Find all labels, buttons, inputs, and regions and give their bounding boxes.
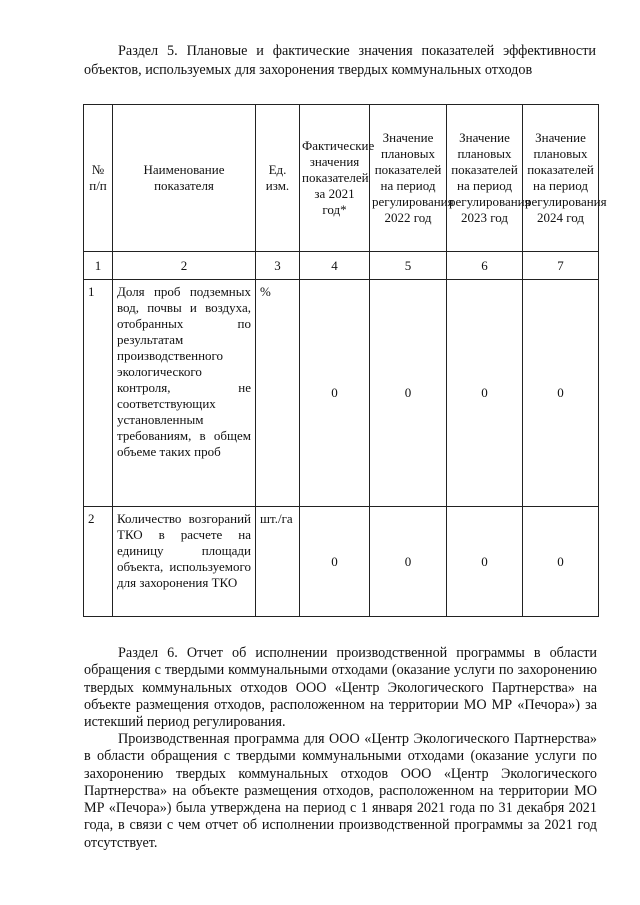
indicator-name: Количество возгораний ТКО в расчете на единицу площади объекта, используемого для захоронения ТКО	[113, 507, 256, 617]
header-number: № п/п	[84, 105, 113, 252]
value-plan-2022: 0	[370, 280, 447, 507]
value-actual-2021: 0	[300, 507, 370, 617]
header-plan-2024: Значение плановых показателей на период регулирования 2024 год	[523, 105, 599, 252]
row-number: 2	[84, 507, 113, 617]
table-row	[84, 507, 599, 617]
indicators-table	[83, 104, 607, 617]
value-plan-2024: 0	[523, 507, 599, 617]
value-plan-2023: 0	[447, 507, 523, 617]
header-plan-2023: Значение плановых показателей на период регулирования 2023 год	[447, 105, 523, 252]
column-number: 7	[523, 252, 599, 280]
table-row	[84, 280, 599, 507]
header-indicator-name: Наименование показателя	[113, 105, 256, 252]
value-plan-2022: 0	[370, 507, 447, 617]
row-number: 1	[84, 280, 113, 507]
indicator-name: Доля проб подземных вод, почвы и воздуха, отобранных по результатам производственного экологического контроля, не соответствующих установленным требованиям, в общем объеме таких проб	[113, 280, 256, 507]
column-number: 1	[84, 252, 113, 280]
column-number: 4	[300, 252, 370, 280]
value-actual-2021: 0	[300, 280, 370, 507]
indicator-unit: шт./га	[256, 507, 300, 617]
column-number: 2	[113, 252, 256, 280]
column-number: 3	[256, 252, 300, 280]
column-number: 5	[370, 252, 447, 280]
header-actual-2021: Фактические значения показателей за 2021 год*	[300, 105, 370, 252]
value-plan-2023: 0	[447, 280, 523, 507]
section-5-heading-text: Раздел 5. Плановые и фактические значения показателей эффективности объектов, используемых для захоронения твердых коммунальных отходов	[84, 43, 596, 78]
value-plan-2024: 0	[523, 280, 599, 507]
column-numbers-row	[84, 252, 599, 280]
section-6-paragraph: Раздел 6. Отчет об исполнении производственной программы в области обращения с твердыми коммунальными отходами (оказание услуги по захоронению твердых коммунальных отходов ООО «Центр Экологического Партнерства» на объекте размещения отходов, расположенном на территории МО МР «Печора») за истекший период регулирования.	[84, 645, 597, 731]
section-5-heading	[84, 42, 596, 80]
section-6-body-paragraph: Производственная программа для ООО «Центр Экологического Партнерства» в области обращения с твердыми коммунальными отходами (оказание услуги по захоронению твердых коммунальных отходов ООО «Центр Экологического Партнерства» на объекте размещения отходов, расположенном на территории МО МР «Печора») была утверждена на период с 1 января 2021 года по 31 декабря 2021 года, в связи с чем отчет об исполнении производственной программы за 2021 год отсутствует.	[84, 731, 597, 851]
header-plan-2022: Значение плановых показателей на период регулирования 2022 год	[370, 105, 447, 252]
column-number: 6	[447, 252, 523, 280]
header-unit: Ед. изм.	[256, 105, 300, 252]
table-header-row	[84, 105, 599, 252]
indicator-unit: %	[256, 280, 300, 507]
